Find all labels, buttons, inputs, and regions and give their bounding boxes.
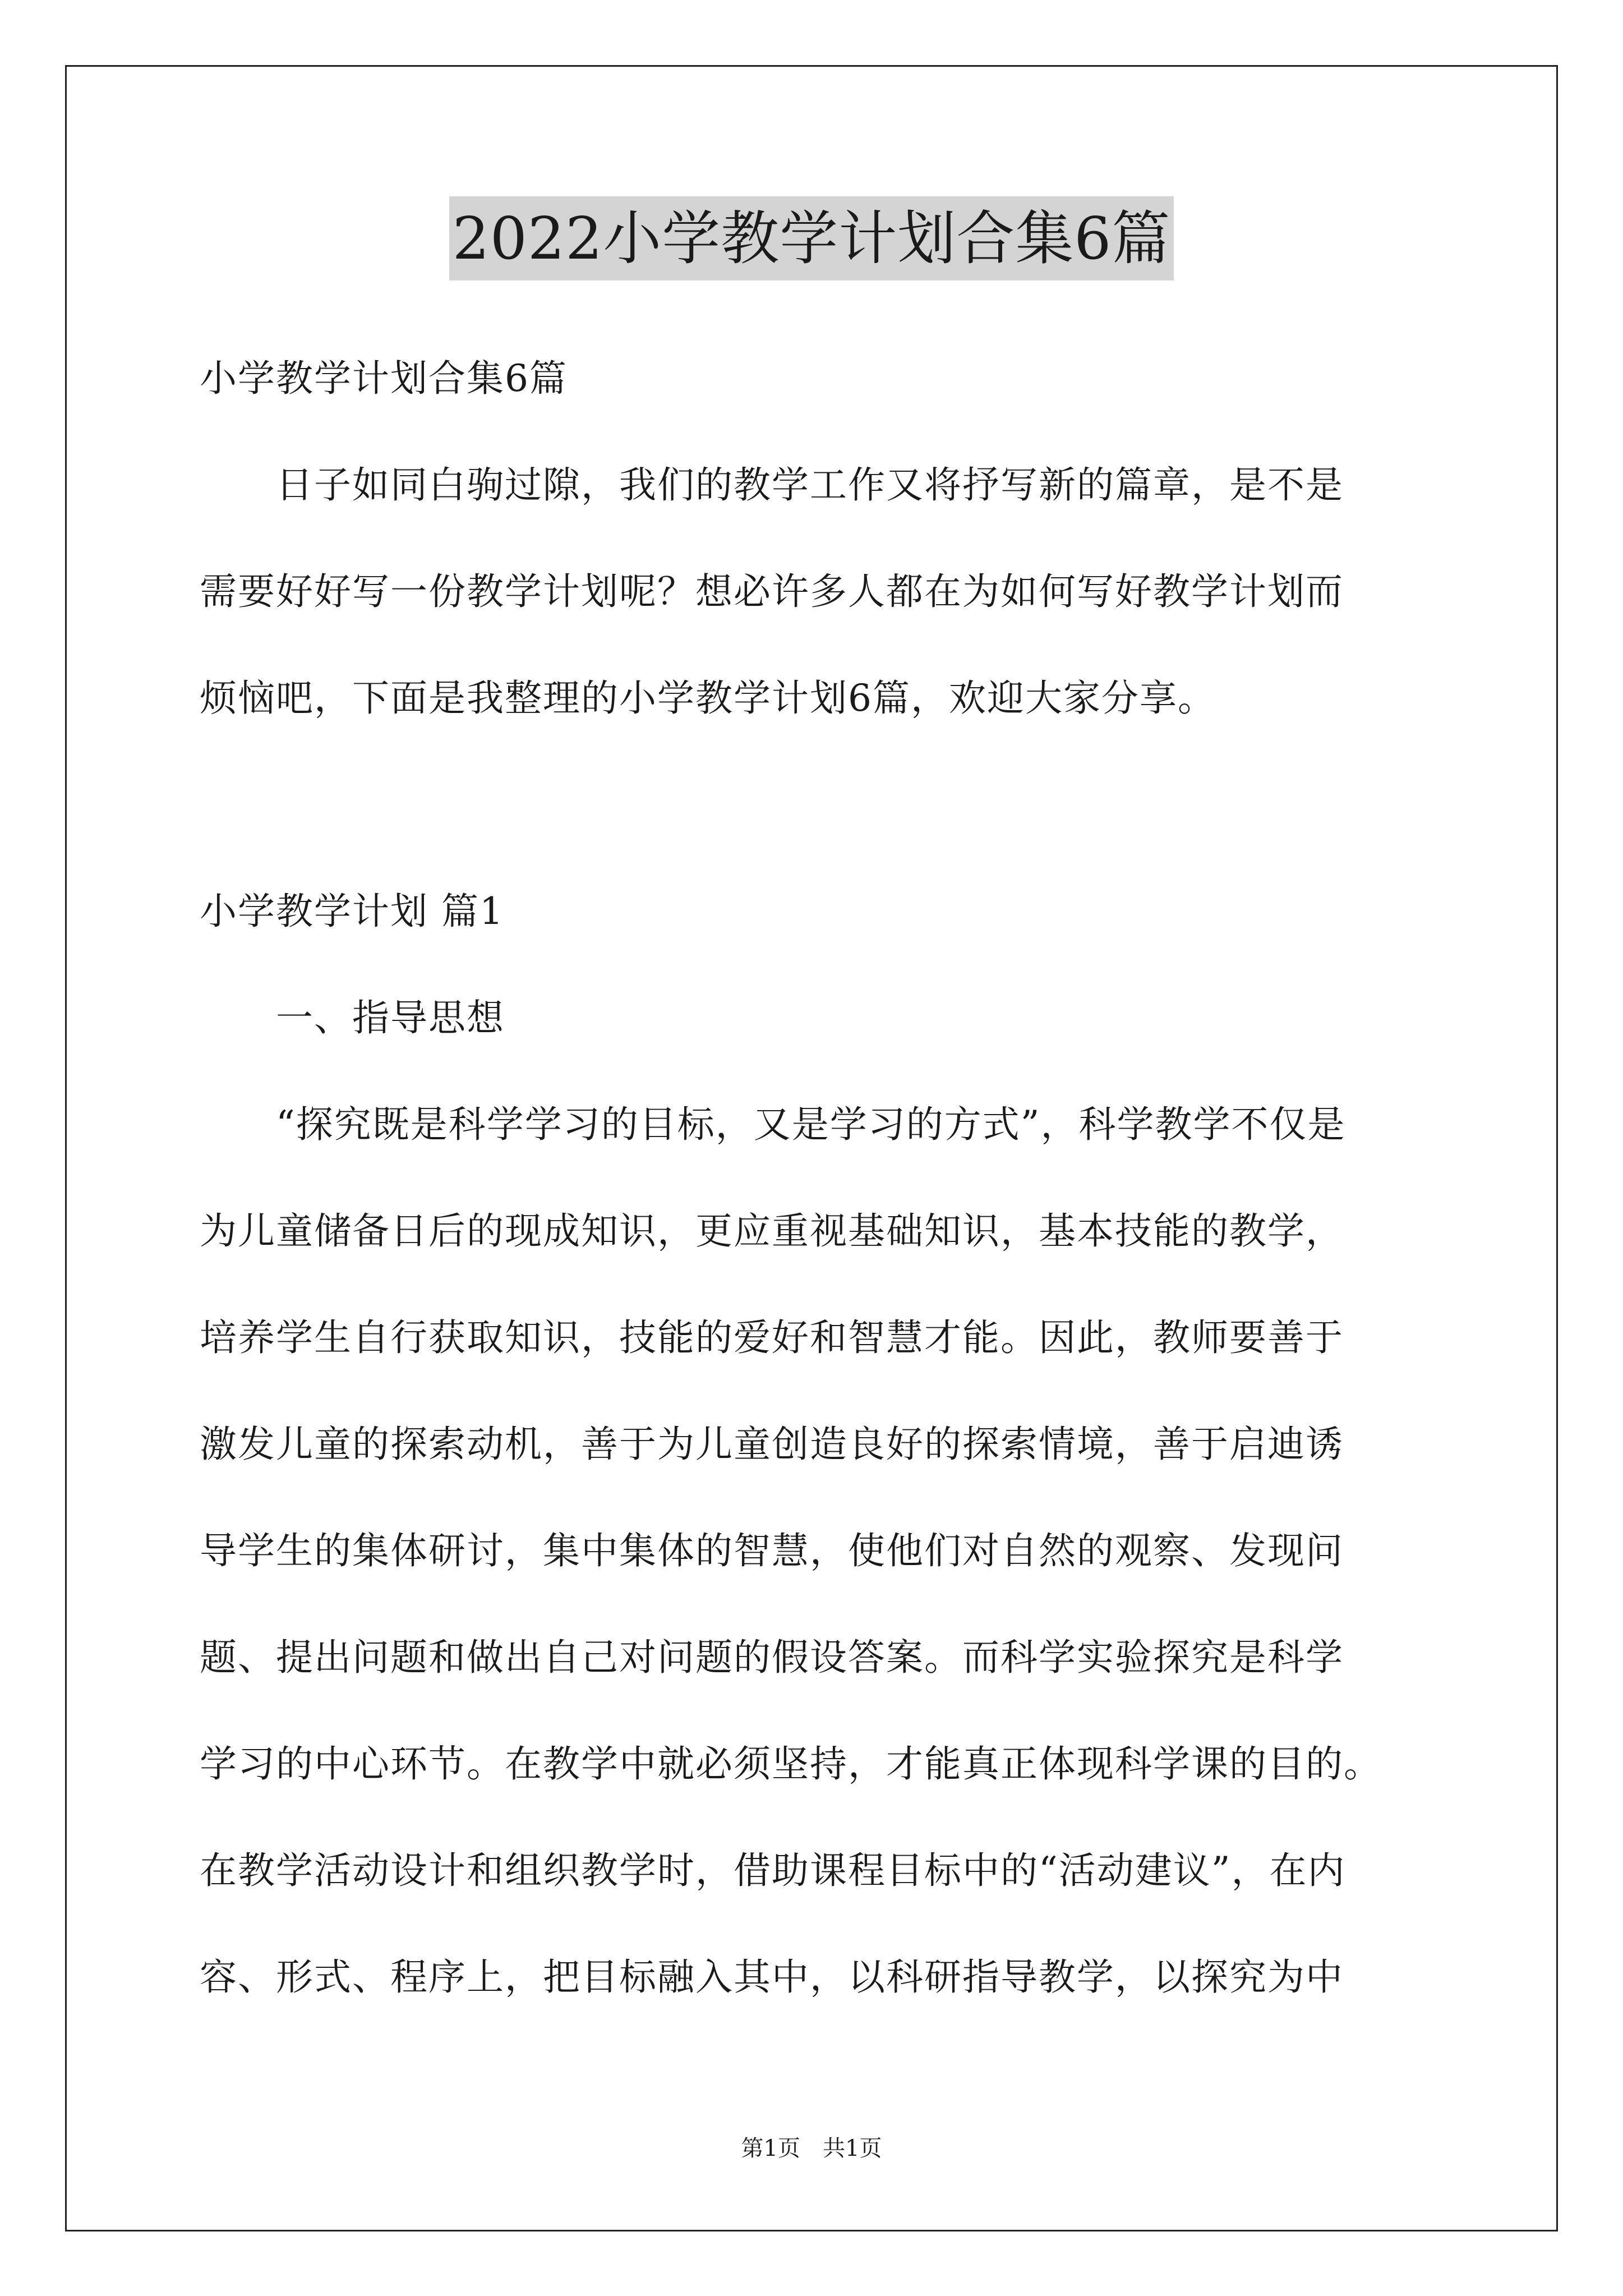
section-heading: 小学教学计划 篇1 (200, 890, 504, 933)
body-line-7: 学习的中心环节。在教学中就必须坚持，才能真正体现科学课的目的。 (200, 1742, 1382, 1786)
body-line-4: 激发儿童的探索动机，善于为儿童创造良好的探索情境，善于启迪诱 (200, 1423, 1344, 1466)
subsection-heading: 一、指导思想 (200, 996, 505, 1039)
body-line-8: 在教学活动设计和组织教学时，借助课程目标中的“活动建议”，在内 (200, 1849, 1346, 1892)
intro-line-1: 日子如同白驹过隙，我们的教学工作又将抒写新的篇章，是不是 (200, 463, 1344, 507)
body-line-2: 为儿童储备日后的现成知识，更应重视基础知识，基本技能的教学， (200, 1209, 1344, 1253)
title-container (0, 196, 1623, 280)
document-title: 2022小学教学计划合集6篇 (449, 196, 1174, 280)
body-line-3: 培养学生自行获取知识，技能的爱好和智慧才能。因此，教师要善于 (200, 1316, 1344, 1359)
body-line-9: 容、形式、程序上，把目标融入其中，以科研指导教学，以探究为中 (200, 1955, 1344, 1999)
intro-line-3: 烦恼吧，下面是我整理的小学教学计划6篇，欢迎大家分享。 (200, 677, 1216, 720)
body-line-1: “探究既是科学学习的目标，又是学习的方式”，科学教学不仅是 (200, 1103, 1346, 1146)
body-line-6: 题、提出问题和做出自己对问题的假设答案。而科学实验探究是科学 (200, 1636, 1344, 1679)
page-footer: 第1页 共1页 (741, 2136, 882, 2161)
subtitle-line: 小学教学计划合集6篇 (200, 357, 568, 400)
body-line-5: 导学生的集体研讨，集中集体的智慧，使他们对自然的观察、发现问 (200, 1529, 1344, 1572)
intro-line-2: 需要好好写一份教学计划呢？想必许多人都在为如何写好教学计划而 (200, 570, 1344, 613)
